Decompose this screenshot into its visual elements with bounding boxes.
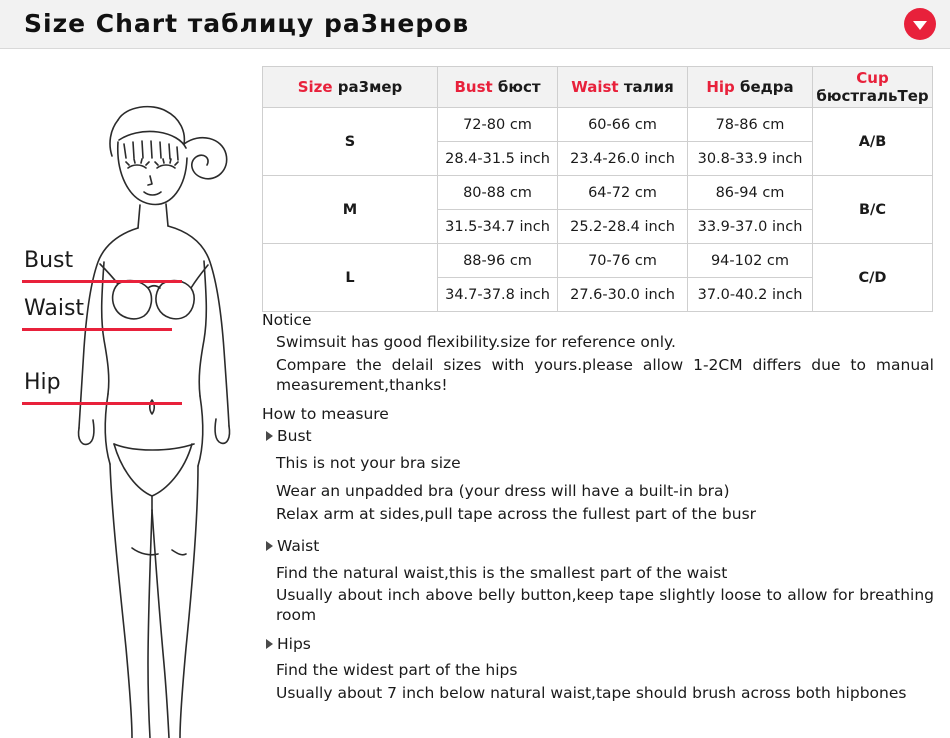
bust-line <box>22 280 182 283</box>
arrow-right-icon <box>266 639 273 649</box>
label-bust: Bust <box>24 248 74 273</box>
column-header-cup: Cup бюстгальTер <box>813 67 933 108</box>
bust-line-1: This is not your bra size <box>276 453 461 472</box>
table-header-row <box>263 67 933 108</box>
bust-line-2: Wear an unpadded bra (your dress will have a built-in bra) <box>276 482 730 501</box>
cell-hip-inch: 37.0-40.2 inch <box>688 278 813 312</box>
column-header-bust: Bust бюст <box>438 67 558 108</box>
notice-line-1: Swimsuit has good flexibility.size for reference only. <box>276 333 676 352</box>
measure-title-hips: Hips <box>277 634 311 653</box>
cell-hip-cm: 86-94 cm <box>688 176 813 210</box>
cell-hip-inch: 33.9-37.0 inch <box>688 210 813 244</box>
waist-line <box>22 328 172 331</box>
cell-waist-cm: 64-72 cm <box>558 176 688 210</box>
table-row <box>263 108 933 142</box>
cell-cup: B/C <box>813 176 933 244</box>
cell-waist-cm: 60-66 cm <box>558 108 688 142</box>
table-row <box>263 176 933 210</box>
column-header-waist: Waist талия <box>558 67 688 108</box>
header-bar <box>0 0 950 49</box>
cell-bust-cm: 80-88 cm <box>438 176 558 210</box>
cell-size: L <box>263 244 438 312</box>
cell-cup: A/B <box>813 108 933 176</box>
hip-line <box>22 402 182 405</box>
cell-bust-inch: 28.4-31.5 inch <box>438 142 558 176</box>
cell-waist-inch: 27.6-30.0 inch <box>558 278 688 312</box>
page-title: Size Chart таблицу ра3неров <box>24 9 470 38</box>
notice-heading: Notice <box>262 311 312 329</box>
hips-line-1: Find the widest part of the hips <box>276 661 518 680</box>
measure-title-waist: Waist <box>277 537 320 556</box>
body-figure-illustration <box>0 48 262 738</box>
cell-hip-inch: 30.8-33.9 inch <box>688 142 813 176</box>
caret-shape <box>913 21 927 30</box>
notes-section <box>262 310 934 705</box>
measure-section-hips <box>266 634 934 654</box>
cell-waist-inch: 23.4-26.0 inch <box>558 142 688 176</box>
label-waist: Waist <box>24 296 85 321</box>
cell-bust-inch: 34.7-37.8 inch <box>438 278 558 312</box>
column-header-hip: Hip бедра <box>688 67 813 108</box>
bust-line-3: Relax arm at sides,pull tape across the fullest part of the busr <box>276 504 757 523</box>
cell-size: M <box>263 176 438 244</box>
cell-hip-cm: 78-86 cm <box>688 108 813 142</box>
size-chart-table-wrapper <box>262 66 932 312</box>
how-to-measure-heading: How to measure <box>262 404 389 423</box>
column-header-size: Size ра3мер <box>263 67 438 108</box>
hips-line-2: Usually about 7 inch below natural waist,tape should brush across both hipbones <box>276 683 907 702</box>
measure-title-bust: Bust <box>277 427 312 446</box>
cell-hip-cm: 94-102 cm <box>688 244 813 278</box>
cell-waist-cm: 70-76 cm <box>558 244 688 278</box>
size-chart-table <box>262 66 933 312</box>
waist-line-2: Usually about inch above belly button,keep tape slightly loose to allow for breathing room <box>276 585 934 625</box>
table-row <box>263 244 933 278</box>
cell-cup: C/D <box>813 244 933 312</box>
notice-line-2: Compare the delail sizes with yours.please allow 1-2CM differs due to manual measurement,thanks! <box>276 355 934 395</box>
cell-bust-inch: 31.5-34.7 inch <box>438 210 558 244</box>
measure-section-waist <box>266 536 934 556</box>
caret-down-icon[interactable] <box>904 8 936 40</box>
cell-size: S <box>263 108 438 176</box>
waist-line-1: Find the natural waist,this is the smallest part of the waist <box>276 563 728 582</box>
arrow-right-icon <box>266 431 273 441</box>
measure-section-bust <box>266 426 934 446</box>
arrow-right-icon <box>266 541 273 551</box>
cell-waist-inch: 25.2-28.4 inch <box>558 210 688 244</box>
label-hip: Hip <box>24 370 61 395</box>
cell-bust-cm: 72-80 cm <box>438 108 558 142</box>
cell-bust-cm: 88-96 cm <box>438 244 558 278</box>
